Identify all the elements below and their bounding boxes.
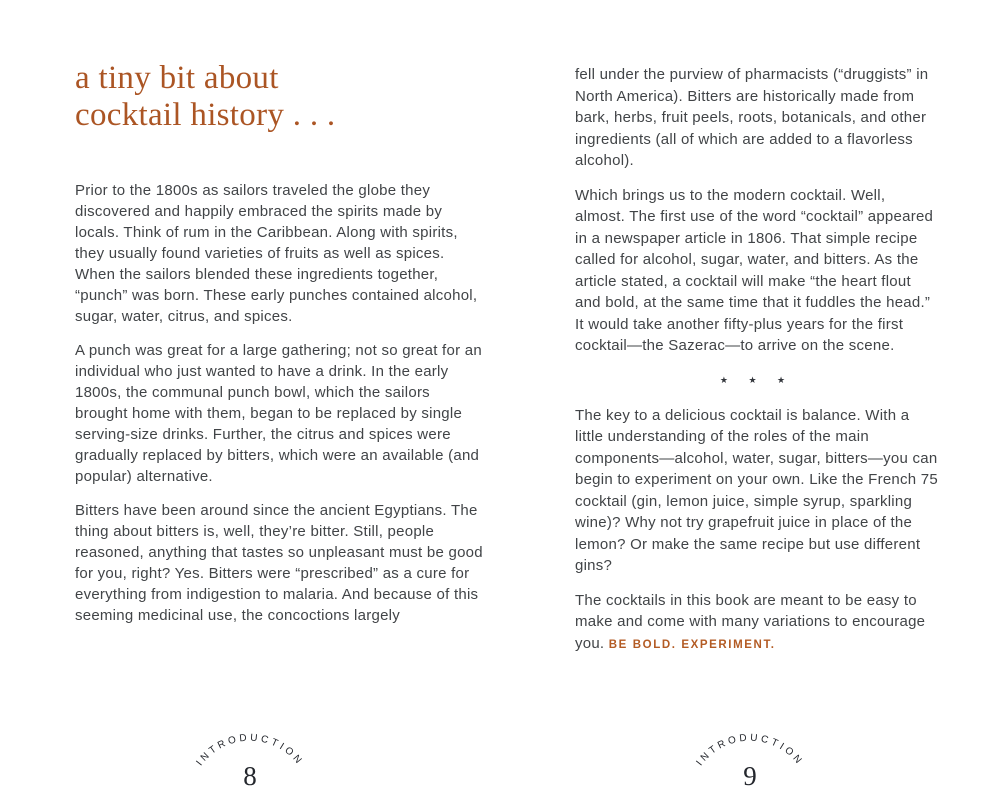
left-page	[75, 60, 483, 639]
closing-paragraph	[575, 590, 939, 657]
right-page-footer	[675, 708, 825, 796]
section-label: INTRODUCTION	[694, 732, 806, 769]
page-number: 9	[743, 761, 757, 791]
closing-paragraph-callout: BE BOLD. EXPERIMENT.	[608, 638, 776, 651]
page-title	[75, 60, 483, 134]
paragraph: Prior to the 1800s as sailors traveled the globe they discovered and happily embraced the spirits made by locals. Think of rum in the Caribbean. Along with spirits, they usually found varieties of fruits as well as spices. When the sailors blended these ingredients together, “punch” was born. These early punches contained alcohol, sugar, water, citrus, and spices.	[75, 182, 478, 325]
paragraph: A punch was great for a large gathering; not so great for an individual who just wanted to have a drink. In the early 1800s, the communal punch bowl, which the sailors brought home with them, began to be replaced by single serving-size drinks. Further, the citrus and spices were gradually replaced by bitters, which were an available (and popular) alternative.	[75, 342, 482, 485]
section-break-ornament: ★ ★ ★	[719, 374, 795, 385]
page-number: 8	[243, 761, 257, 791]
right-page	[575, 64, 939, 669]
page-title-line-1: a tiny bit about	[75, 60, 279, 96]
paragraph: Bitters have been around since the ancient Egyptians. The thing about bitters is, well, they’re bitter. Still, people reasoned, anything that tastes so unpleasant must be good for you, right? Yes. Bitters were “prescribed” as a cure for everything from indigestion to malaria. And because of this seeming medicinal use, the concoctions largely	[75, 502, 483, 624]
left-page-footer	[175, 708, 325, 796]
closing-paragraph-text: The cocktails in this book are meant to be easy to make and come with many variations to encourage you.	[575, 591, 926, 652]
paragraph: fell under the purview of pharmacists (“druggists” in North America). Bitters are historically made from bark, herbs, fruit peels, roots, botanicals, and other ingredients (all of which are added to a flavorless alcohol).	[575, 66, 929, 169]
page-title-line-2: cocktail history . . .	[75, 97, 336, 133]
paragraph: Which brings us to the modern cocktail. Well, almost. The first use of the word “cocktail” appeared in a newspaper article in 1806. That simple recipe called for alcohol, sugar, water, and bitters. As the article stated, a cocktail will make “the heart flout and bold, at the same time that it fuddles the head.” It would take another fifty-plus years for the first cocktail—the Sazerac—to arrive on the scene.	[575, 186, 934, 354]
section-label: INTRODUCTION	[194, 732, 306, 769]
paragraph: The key to a delicious cocktail is balance. With a little understanding of the roles of the main components—alcohol, water, sugar, bitters—you can begin to experiment on your own. Like the French 75 cocktail (gin, lemon juice, simple syrup, sparkling wine)? Why not try grapefruit juice in place of the lemon? Or make the same recipe but use different gins?	[575, 406, 938, 574]
